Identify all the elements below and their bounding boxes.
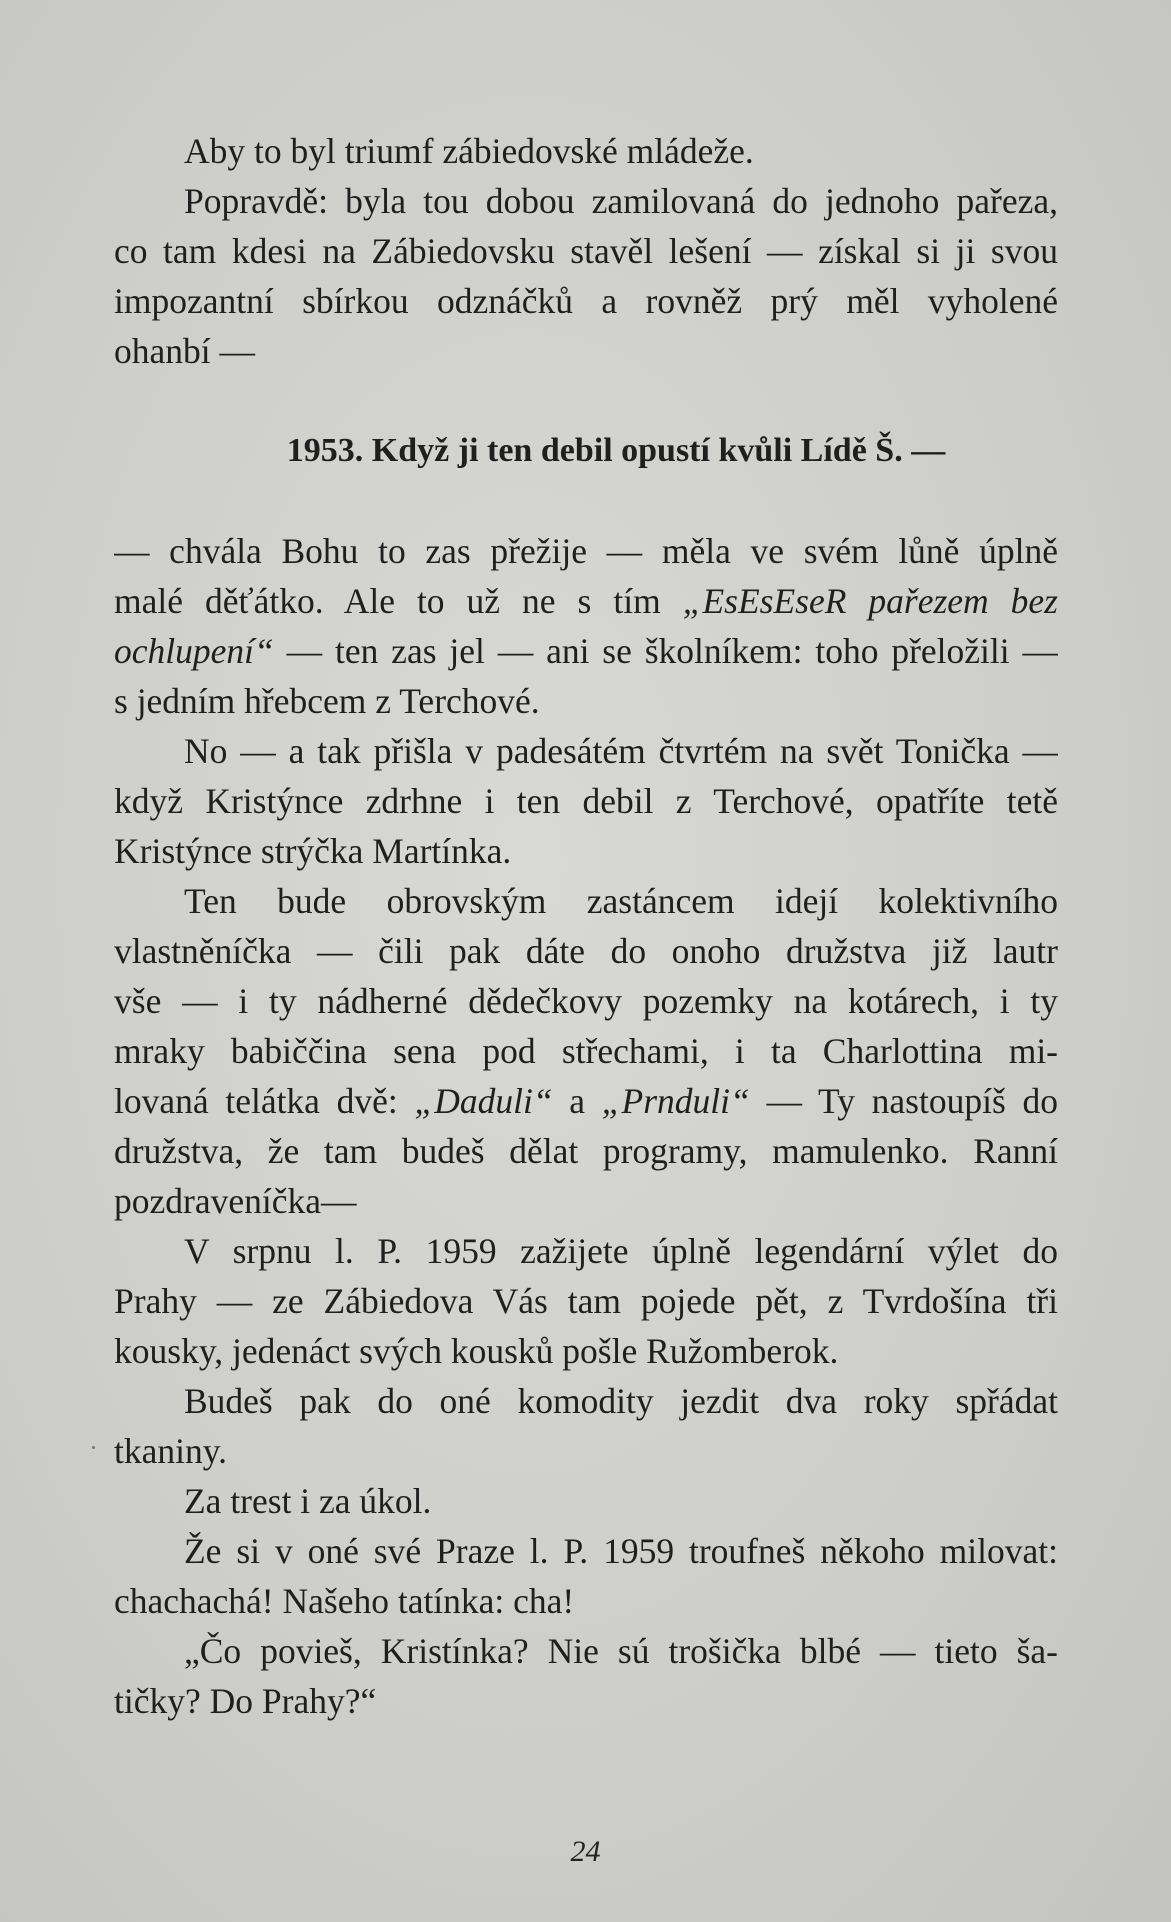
- section-heading: 1953. Když ji ten debil opustí kvůli Lídě Š. —: [286, 432, 946, 469]
- text-segment: malé děťátko. Ale to už ne s tím: [114, 581, 683, 621]
- body-text: [114, 126, 1058, 1726]
- text-line: Prahy — ze Zábiedova Vás tam pojede pět, z Tvrdošína tři: [114, 1281, 1058, 1321]
- text-line: kousky, jedenáct svých kousků pošle Ružomberok.: [114, 1331, 839, 1371]
- text-line: Za trest i za úkol.: [184, 1481, 432, 1521]
- text-line: tičky? Do Prahy?“: [114, 1681, 377, 1721]
- text-line: mraky babiččina sena pod střechami, i ta Charlottina mi-: [114, 1031, 1058, 1071]
- text-line: impozantní sbírkou odznáčků a rovněž prý měl vyholené: [114, 281, 1058, 321]
- text-line: vše — i ty nádherné dědečkovy pozemky na kotárech, i ty: [114, 981, 1058, 1021]
- text-line: Kristýnce strýčka Martínka.: [114, 831, 512, 871]
- italic-quote: „Daduli“: [414, 1081, 553, 1121]
- text-line: Ten bude obrovským zastáncem idejí kolektivního: [184, 881, 1058, 921]
- text-line: Budeš pak do oné komodity jezdit dva roky spřádat: [184, 1381, 1058, 1421]
- text-segment: — ten zas jel — ani se školníkem: toho přeložili —: [273, 631, 1058, 671]
- text-line: pozdraveníčka—: [114, 1181, 357, 1221]
- text-line: družstva, že tam budeš dělat programy, mamulenko. Ranní: [114, 1131, 1058, 1171]
- text-segment: a: [552, 1081, 602, 1121]
- text-line: s jedním hřebcem z Terchové.: [114, 681, 540, 721]
- italic-quote: ochlupení“: [114, 631, 274, 671]
- text-line: chachachá! Našeho tatínka: cha!: [114, 1581, 575, 1621]
- paper-speck: [92, 1446, 95, 1449]
- text-line: Popravdě: byla tou dobou zamilovaná do jednoho pařeza,: [184, 181, 1058, 221]
- text-line: tkaniny.: [114, 1431, 228, 1471]
- italic-quote: „EsEsEseR pařezem bez: [682, 581, 1058, 621]
- section-heading-wrap: [114, 401, 1058, 501]
- text-line: [114, 626, 1058, 676]
- text-line: co tam kdesi na Zábiedovsku stavěl lešení — získal si ji svou: [114, 231, 1058, 271]
- page-number: 24: [570, 1835, 601, 1868]
- italic-quote: „Prnduli“: [601, 1081, 750, 1121]
- text-line: vlastněníčka — čili pak dáte do onoho družstva již lautr: [114, 931, 1058, 971]
- text-line: Že si v oné své Praze l. P. 1959 troufneš někoho milovat:: [184, 1531, 1058, 1571]
- text-segment: lovaná telátka dvě:: [114, 1081, 415, 1121]
- text-line: Aby to byl triumf zábiedovské mládeže.: [184, 131, 754, 171]
- text-line: když Kristýnce zdrhne i ten debil z Terchové, opatříte tetě: [114, 781, 1058, 821]
- text-segment: — Ty nastoupíš do: [749, 1081, 1058, 1121]
- text-line: „Čo povieš, Kristínka? Nie sú trošička blbé — tieto ša-: [184, 1631, 1058, 1671]
- text-line: V srpnu l. P. 1959 zažijete úplně legendární výlet do: [184, 1231, 1058, 1271]
- text-line: No — a tak přišla v padesátém čtvrtém na svět Tonička —: [184, 731, 1058, 771]
- text-line: — chvála Bohu to zas přežije — měla ve svém lůně úplně: [114, 531, 1058, 571]
- text-line: [114, 1076, 1058, 1126]
- text-line: ohanbí —: [114, 331, 255, 371]
- text-line: [114, 576, 1058, 626]
